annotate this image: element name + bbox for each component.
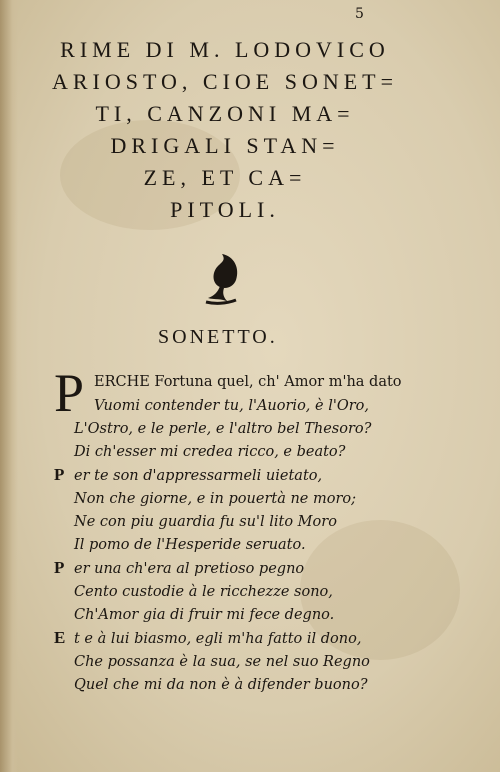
- stanza-initial: P: [54, 465, 65, 484]
- verse-line: Ch'Amor gia di fruir mi fece degno.: [74, 607, 335, 623]
- verse-line: Cento custodie à le ricchezze sono,: [74, 584, 333, 600]
- stanza-initial: P: [54, 558, 65, 577]
- verse-line: t e à lui biasmo, egli m'ha fatto il dono,: [74, 631, 362, 647]
- page-gutter: [0, 0, 18, 772]
- title-line: TI, CANZONI MA=: [95, 101, 355, 126]
- verse-line: Non che giorne, e in pouertà ne moro;: [74, 491, 357, 507]
- verse-line: Di ch'esser mi credea ricco, e beato?: [74, 444, 346, 460]
- title-line: RIME DI M. LODOVICO: [60, 37, 390, 62]
- drop-cap: P: [54, 363, 85, 423]
- verse-line: Che possanza è la sua, se nel suo Regno: [74, 654, 370, 670]
- title-line: ARIOSTO, CIOE SONET=: [51, 69, 399, 94]
- verse-line: L'Ostro, e le perle, e l'altro bel Thesoro?: [74, 421, 372, 437]
- stanza-initial: E: [54, 628, 66, 647]
- verse-line: Quel che mi da non è à difender buono?: [74, 677, 368, 693]
- verse-line: Il pomo de l'Hesperide seruato.: [74, 537, 306, 553]
- leaf-ornament-icon: [200, 250, 242, 308]
- title-line: DRIGALI STAN=: [110, 133, 340, 158]
- verse-line: Ne con piu guardia fu su'l lito Moro: [74, 514, 337, 530]
- verse-line: er te son d'appressarmeli uietato,: [74, 468, 323, 484]
- verse-line: er una ch'era al pretioso pegno: [74, 561, 305, 577]
- sonnet-heading: SONETTO.: [158, 326, 278, 348]
- verse-line: Vuomi contender tu, l'Auorio, è l'Oro,: [94, 398, 369, 414]
- title-line: ZE, ET CA=: [143, 165, 307, 190]
- verse-line: ERCHE Fortuna quel, ch' Amor m'ha dato: [94, 374, 402, 390]
- title-line: PITOLI.: [170, 197, 280, 222]
- folio-number: 5: [355, 6, 364, 22]
